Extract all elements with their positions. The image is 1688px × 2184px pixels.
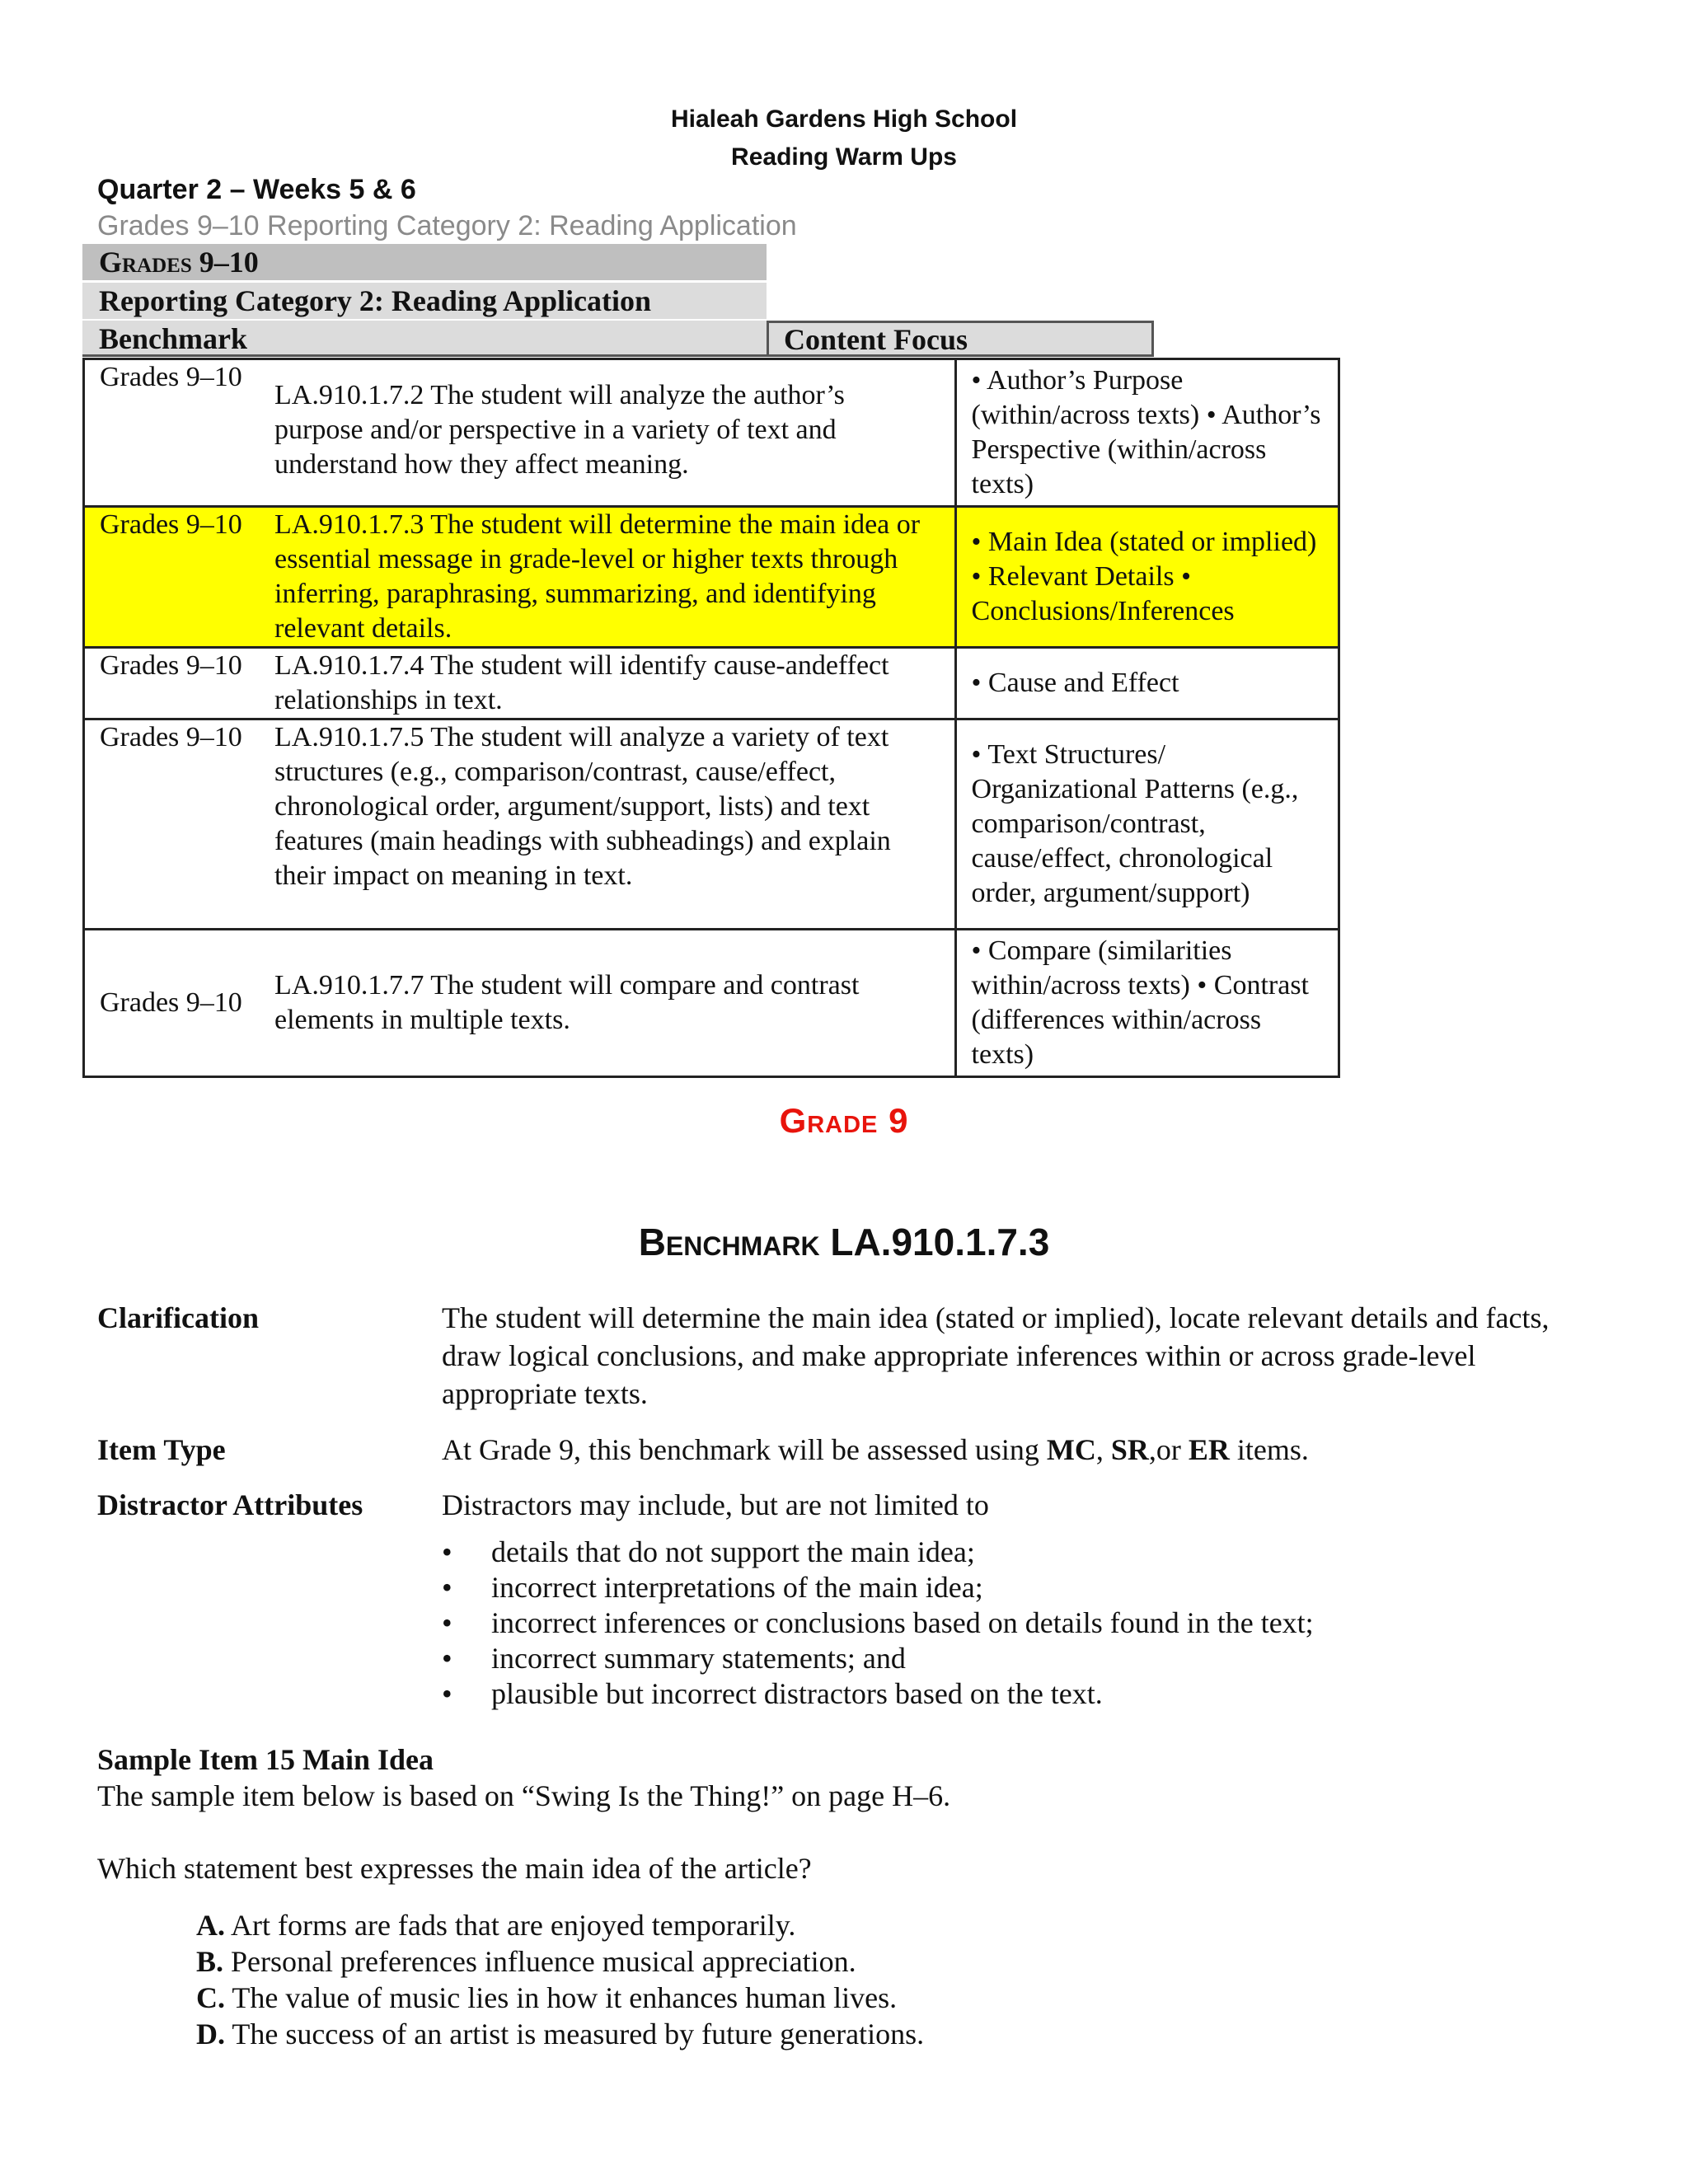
list-item xyxy=(442,1676,1596,1712)
clarification-text: The student will determine the main idea (stated or implied), locate relevant details and facts, draw logical conclusions, and make appropriate inferences within or across grade-level appropriate texts. xyxy=(442,1301,1550,1410)
grade-cell: Grades 9–10 xyxy=(100,362,242,392)
distractor-list xyxy=(442,1535,1596,1712)
focus-cell: • Cause and Effect xyxy=(955,648,1339,719)
table-row xyxy=(84,648,1339,719)
choice-text: Art forms are fads that are enjoyed temporarily. xyxy=(225,1909,796,1942)
school-name: Hialeah Gardens High School xyxy=(670,105,1018,133)
focus-cell: • Author’s Purpose (within/across texts) • Author’s Perspective (within/across texts) xyxy=(955,359,1339,507)
quarter-title: Quarter 2 – Weeks 5 & 6 xyxy=(97,174,416,205)
grade-cell: Grades 9–10 xyxy=(100,509,242,540)
grade-cell: Grades 9–10 xyxy=(100,722,242,752)
table-row xyxy=(84,930,1339,1077)
grades-band-label: Grades 9–10 xyxy=(99,246,259,279)
distractor-text: details that do not support the main idea; xyxy=(491,1535,975,1568)
distractor-intro: Distractors may include, but are not limited to xyxy=(442,1488,989,1521)
answer-choice-a xyxy=(196,1907,795,1943)
answer-choice-b xyxy=(196,1943,856,1980)
item-type-er: ER xyxy=(1188,1433,1230,1466)
table-row xyxy=(84,359,1339,507)
document-header xyxy=(0,101,1688,176)
benchmark-table xyxy=(82,358,1340,1078)
grade-cell: Grades 9–10 xyxy=(100,987,242,1018)
distractor-label: Distractor Attributes xyxy=(97,1488,363,1521)
grade-heading: Grade 9 xyxy=(779,1101,909,1140)
distractor-text: incorrect interpretations of the main idea; xyxy=(491,1571,983,1604)
item-type-post: items. xyxy=(1229,1433,1309,1466)
item-type-sep: ,or xyxy=(1148,1433,1189,1466)
choice-letter: C. xyxy=(196,1981,225,2014)
focus-cell: • Compare (similarities within/across texts) • Contrast (differences within/across texts) xyxy=(955,930,1339,1077)
answer-choice-c xyxy=(196,1980,897,2016)
item-type-label: Item Type xyxy=(97,1433,226,1466)
clarification-label: Clarification xyxy=(97,1301,259,1334)
content-focus-column-header: Content Focus xyxy=(767,321,1154,357)
benchmark-prefix: Benchmark xyxy=(638,1221,820,1263)
standard-cell: LA.910.1.7.7 The student will compare and contrast elements in multiple texts. xyxy=(274,970,860,1035)
choice-text: The success of an artist is measured by future generations. xyxy=(225,2018,925,2050)
focus-cell: • Text Structures/ Organizational Patterns (e.g., comparison/contrast, cause/effect, chronological order, argument/support) xyxy=(955,719,1339,930)
item-type-sep: , xyxy=(1095,1433,1111,1466)
list-item xyxy=(442,1641,1596,1676)
focus-cell: • Main Idea (stated or implied) • Relevant Details • Conclusions/Inferences xyxy=(955,507,1339,648)
choice-letter: A. xyxy=(196,1909,225,1942)
document-subtitle: Reading Warm Ups xyxy=(731,143,957,171)
standard-cell: LA.910.1.7.2 The student will analyze the author’s purpose and/or perspective in a variety of text and understand how they affect meaning. xyxy=(274,380,845,480)
list-item xyxy=(442,1570,1596,1605)
list-item xyxy=(442,1535,1596,1570)
table-row xyxy=(84,719,1339,930)
distractor-text: incorrect inferences or conclusions based on details found in the text; xyxy=(491,1606,1314,1639)
bullet-icon: • xyxy=(442,1606,452,1639)
bullet-icon: • xyxy=(442,1535,452,1568)
standard-cell: LA.910.1.7.5 The student will analyze a variety of text structures (e.g., comparison/contrast, cause/effect, chronological order, argument/support, lists) and text features (main headings with subheadings) and explain their impact on meaning in text. xyxy=(274,722,891,891)
item-type-pre: At Grade 9, this benchmark will be assessed using xyxy=(442,1433,1047,1466)
benchmark-column-header: Benchmark xyxy=(82,321,767,357)
item-type-text xyxy=(442,1431,1596,1469)
bullet-icon: • xyxy=(442,1571,452,1604)
item-type-mc: MC xyxy=(1046,1433,1096,1466)
choice-text: Personal preferences influence musical appreciation. xyxy=(223,1945,856,1978)
list-item xyxy=(442,1605,1596,1641)
category-line: Grades 9–10 Reporting Category 2: Reading Application xyxy=(97,210,797,241)
item-type-sr: SR xyxy=(1110,1433,1149,1466)
choice-letter: B. xyxy=(196,1945,224,1978)
choice-letter: D. xyxy=(196,2018,225,2050)
answer-choice-d xyxy=(196,2016,924,2052)
category-band: Reporting Category 2: Reading Application xyxy=(82,283,767,319)
distractor-text: incorrect summary statements; and xyxy=(491,1642,906,1675)
standard-cell: LA.910.1.7.3 The student will determine the main idea or essential message in grade-level or higher texts through inferring, paraphrasing, summarizing, and identifying relevant details. xyxy=(274,509,921,644)
choice-text: The value of music lies in how it enhances human lives. xyxy=(225,1981,898,2014)
grade-cell: Grades 9–10 xyxy=(100,650,242,681)
standard-cell: LA.910.1.7.4 The student will identify cause-andeffect relationships in text. xyxy=(274,650,889,715)
bullet-icon: • xyxy=(442,1642,452,1675)
table-row-highlighted xyxy=(84,507,1339,648)
sample-question: Which statement best expresses the main idea of the article? xyxy=(97,1852,812,1885)
grades-band xyxy=(82,244,767,280)
sample-item-title: Sample Item 15 Main Idea xyxy=(97,1743,434,1776)
sample-item-basis: The sample item below is based on “Swing Is the Thing!” on page H–6. xyxy=(97,1779,951,1812)
bullet-icon: • xyxy=(442,1677,452,1710)
benchmark-title xyxy=(0,1220,1688,1264)
distractor-text: plausible but incorrect distractors based on the text. xyxy=(491,1677,1103,1710)
benchmark-code: LA.910.1.7.3 xyxy=(830,1221,1050,1263)
